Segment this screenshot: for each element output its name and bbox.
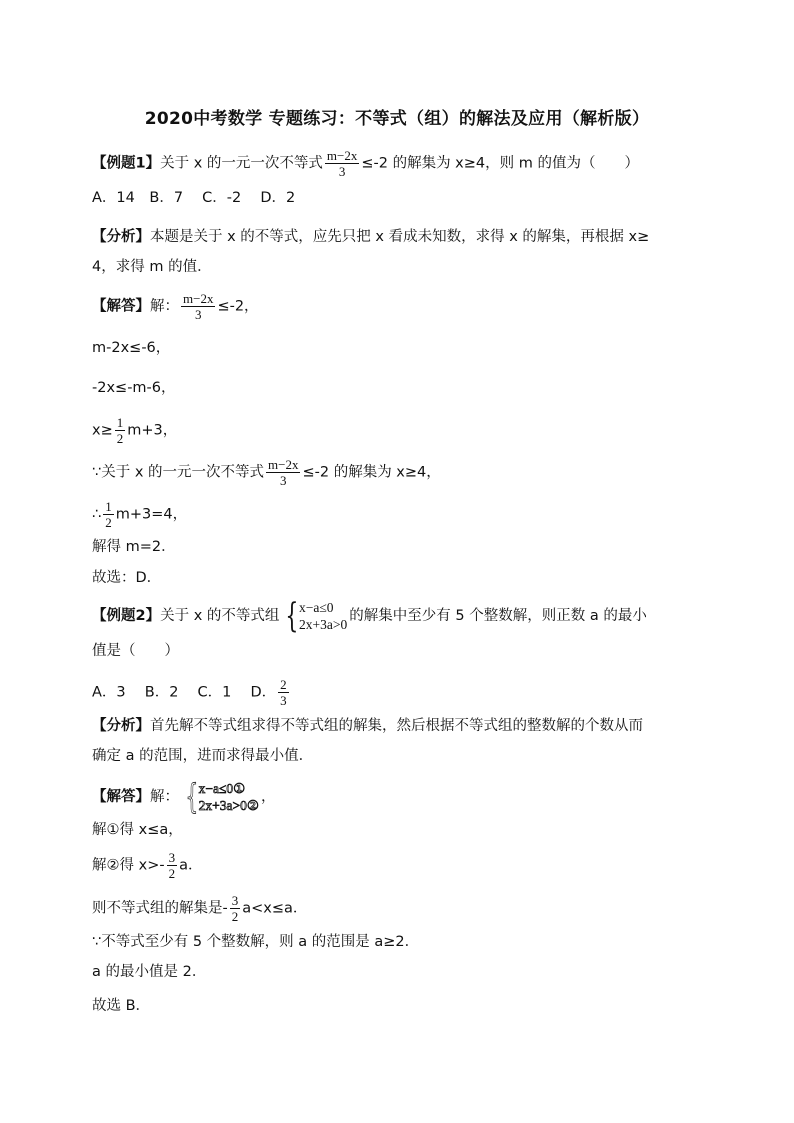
step: x≥ $\frac{1}{2}$ m+3，	[92, 415, 178, 446]
inequality-system: { x−a≤0 2x+3a>0	[285, 596, 348, 636]
step: 则不等式组的解集是- $\frac{3}{2}$ a<x≤a．	[92, 893, 308, 924]
fraction: $\frac{3}{2}$	[168, 850, 176, 881]
step: -2x≤-m-6，	[92, 380, 176, 396]
example2-tag: 【例题2】	[92, 608, 161, 624]
example2-question-cont: 值是（ ）	[92, 643, 179, 659]
step: 解得 m=2．	[92, 539, 176, 555]
step: 解①得 x≤a，	[92, 822, 183, 838]
step: 故选 B．	[92, 998, 151, 1014]
fraction: $\frac{m-2x}{3}$	[268, 457, 299, 488]
example1-answer: 【解答】解： $\frac{m-2x}{3}$ ≤-2，	[92, 291, 259, 322]
step: a 的最小值是 2．	[92, 964, 207, 980]
example1-options: A．14 B．7 C．-2 D．2	[92, 190, 296, 206]
step: ∴ $\frac{1}{2}$ m+3=4，	[92, 499, 188, 530]
inequality-system: { x−a≤0① 2x+3a>0②	[185, 777, 259, 817]
example2-analysis: 【分析】首先解不等式组求得不等式组的解集，然后根据不等式组的整数解的个数从而	[92, 718, 643, 734]
example1-analysis-cont: 4，求得 m 的值．	[92, 259, 212, 275]
example1-tag: 【例题1】	[92, 155, 161, 172]
example2-question: 【例题2】关于 x 的不等式组 { x−a≤0 2x+3a>0 的解集中至少有 5 个整数解，则正数 a 的最小	[92, 596, 647, 636]
fraction: $\frac{2}{3}$	[280, 677, 287, 708]
step: m-2x≤-6，	[92, 340, 171, 356]
fraction: $\frac{1}{2}$	[105, 499, 112, 530]
example2-analysis-cont: 确定 a 的范围，进而求得最小值．	[92, 748, 314, 764]
example2-answer: 【解答】解： { x−a≤0① 2x+3a>0② ，	[92, 777, 276, 817]
step: 故选：D．	[92, 570, 162, 586]
fraction: $\frac{m-2x}{3}$	[326, 148, 358, 179]
fraction: $\frac{1}{2}$	[116, 415, 124, 446]
step: ∵关于 x 的一元一次不等式 $\frac{m-2x}{3}$ ≤-2 的解集为 x≥4，	[92, 457, 441, 488]
step: ∵不等式至少有 5 个整数解，则 a 的范围是 a≥2．	[92, 934, 420, 950]
example1-question: 【例题1】关于 x 的一元一次不等式 $\frac{m-2x}{3}$ ≤-2 的解集为 x≥4，则 m 的值为（ ）	[92, 148, 639, 179]
example1-analysis: 【分析】本题是关于 x 的不等式，应先只把 x 看成未知数，求得 x 的解集，再根据 x≥	[92, 229, 650, 245]
fraction: $\frac{m-2x}{3}$	[183, 291, 214, 322]
step: 解②得 x>- $\frac{3}{2}$ a．	[92, 850, 203, 881]
example2-options: A．3 B．2 C．1 D． $\frac{2}{3}$	[92, 677, 287, 708]
fraction: $\frac{3}{2}$	[231, 893, 239, 924]
page-title: 2020中考数学 专题练习：不等式（组）的解法及应用（解析版）	[144, 109, 650, 129]
